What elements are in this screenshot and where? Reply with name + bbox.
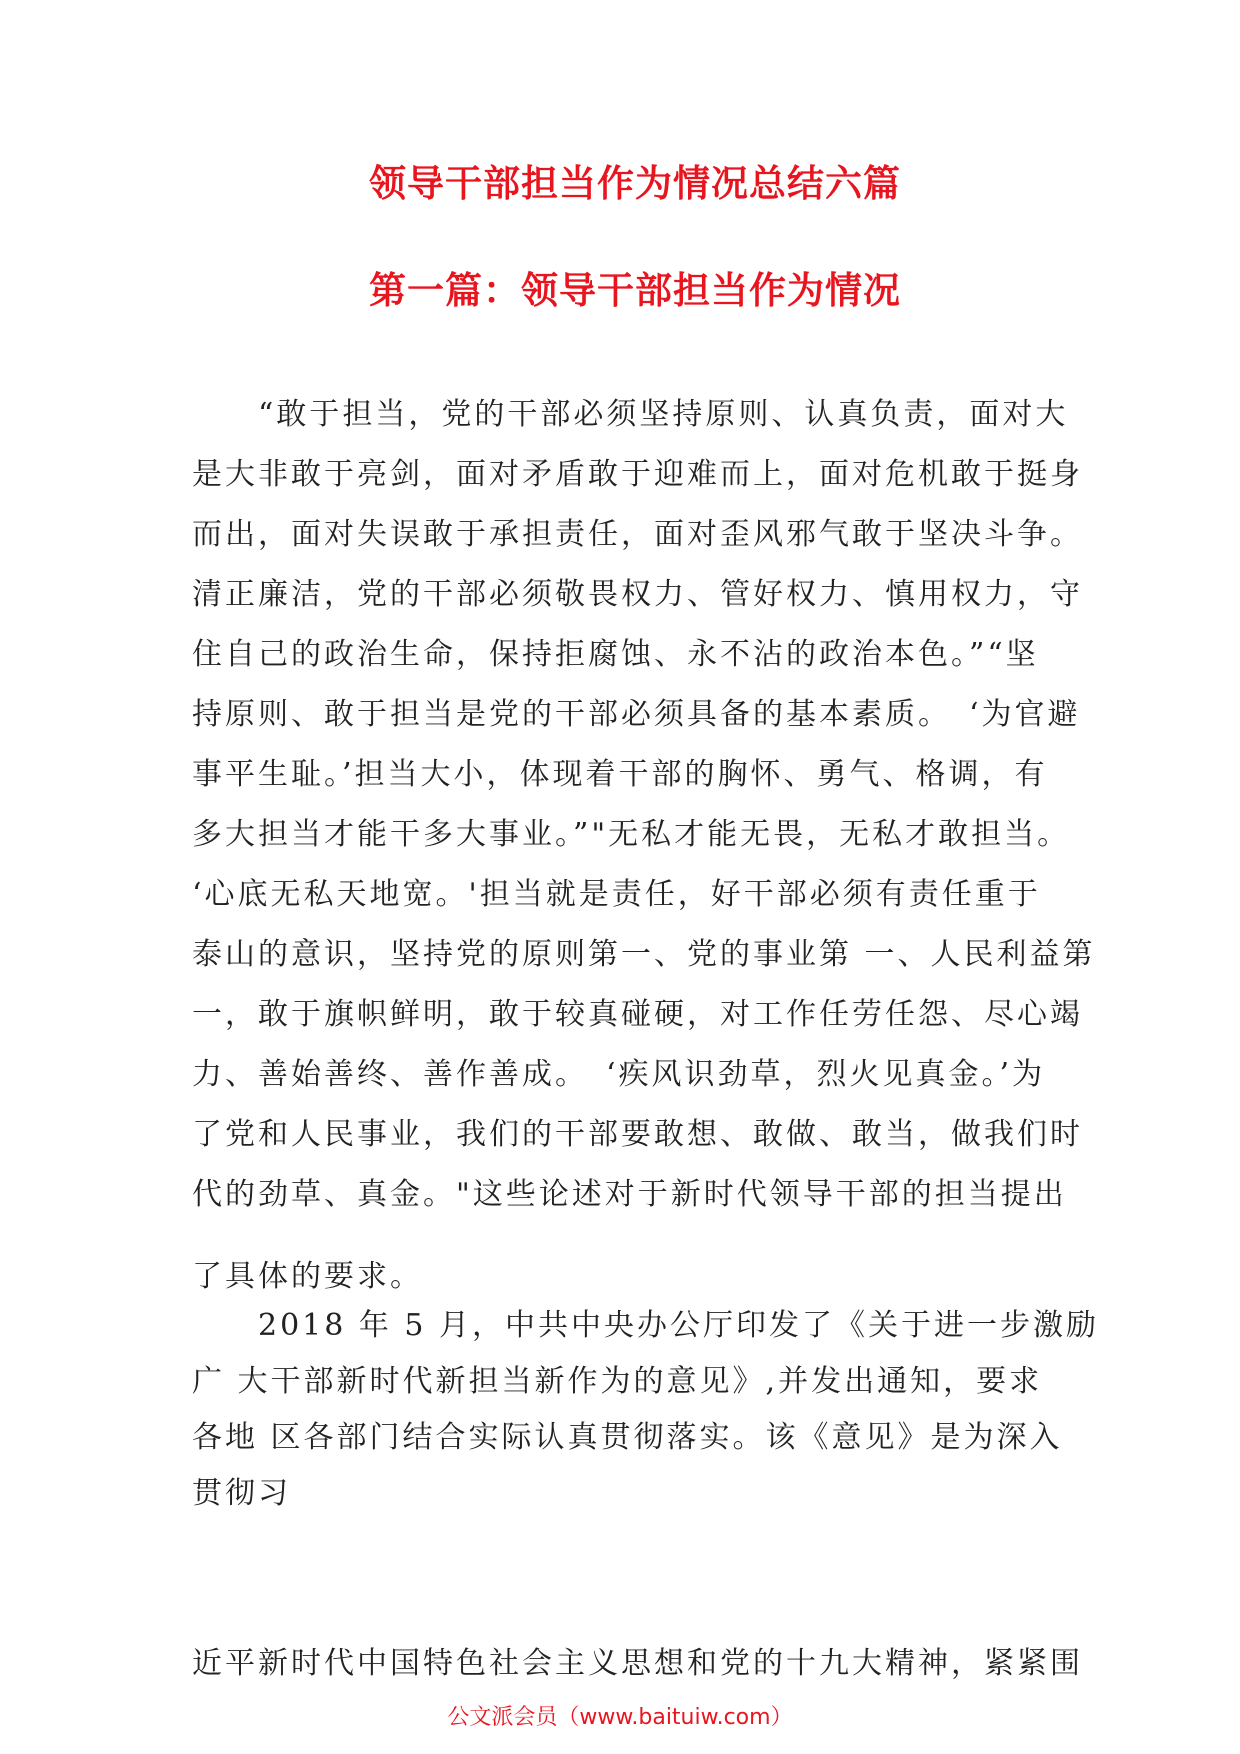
paragraph-line: 而出，面对失误敢于承担责任，面对歪风邪气敢于坚决斗争。 (192, 517, 1083, 552)
paragraph-3 (192, 1634, 1083, 1694)
paragraph-line: 事平生耻。’担当大小，体现着干部的胸怀、勇气、格调，有 (192, 757, 1048, 792)
footer-watermark-text: 公文派会员（www.baituiw.com） (447, 1705, 793, 1730)
document-title: 领导干部担当作为情况总结六篇 (369, 162, 901, 205)
paragraph-line: 各地 区各部门结合实际认真贯彻落实。该《意见》是为深入 (192, 1420, 1063, 1455)
paragraph-line: 广 大干部新时代新担当新作为的意见》,并发出通知，要求 (192, 1364, 1043, 1399)
paragraph-line: 近平新时代中国特色社会主义思想和党的十九大精神，紧紧围 (192, 1646, 1083, 1681)
paragraph-line: 力、善始善终、善作善成。 ‘疾风识劲草，烈火见真金。’为 (192, 1057, 1046, 1092)
paragraph-line: 代的劲草、真金。"这些论述对于新时代领导干部的担当提出 (192, 1177, 1067, 1212)
paragraph-line: 持原则、敢于担当是党的干部必须具备的基本素质。 ‘为官避 (192, 697, 1081, 732)
paragraph-1 (192, 385, 1096, 1307)
paragraph-2 (192, 1298, 1100, 1522)
paragraph-line: 一，敢于旗帜鲜明，敢于较真碰硬，对工作任劳任怨、尽心竭 (192, 997, 1083, 1032)
paragraph-line: 2018 年 5 月，中共中央办公厅印发了《关于进一步激励 (192, 1308, 1100, 1343)
document-subtitle: 第一篇：领导干部担当作为情况 (369, 269, 901, 312)
paragraph-line: 了党和人民事业，我们的干部要敢想、敢做、敢当，做我们时 (192, 1117, 1083, 1152)
paragraph-line: ‘心底无私天地宽。'担当就是责任，好干部必须有责任重于 (192, 877, 1041, 912)
paragraph-line: 了具体的要求。 (192, 1259, 423, 1294)
paragraph-line: 是大非敢于亮剑，面对矛盾敢于迎难而上，面对危机敢于挺身 (192, 457, 1083, 492)
paragraph-line: 贯彻习 (192, 1476, 291, 1511)
paragraph-line: “敢于担当，党的干部必须坚持原则、认真负责，面对大 (192, 397, 1069, 432)
paragraph-line: 多大担当才能干多大事业。”"无私才能无畏，无私才敢担当。 (192, 817, 1071, 852)
paragraph-line: 泰山的意识，坚持党的原则第一、党的事业第 一、人民利益第 (192, 937, 1096, 972)
paragraph-line: 住自己的政治生命，保持拒腐蚀、永不沾的政治本色。”“坚 (192, 637, 1039, 672)
paragraph-line: 清正廉洁，党的干部必须敬畏权力、管好权力、慎用权力，守 (192, 577, 1083, 612)
